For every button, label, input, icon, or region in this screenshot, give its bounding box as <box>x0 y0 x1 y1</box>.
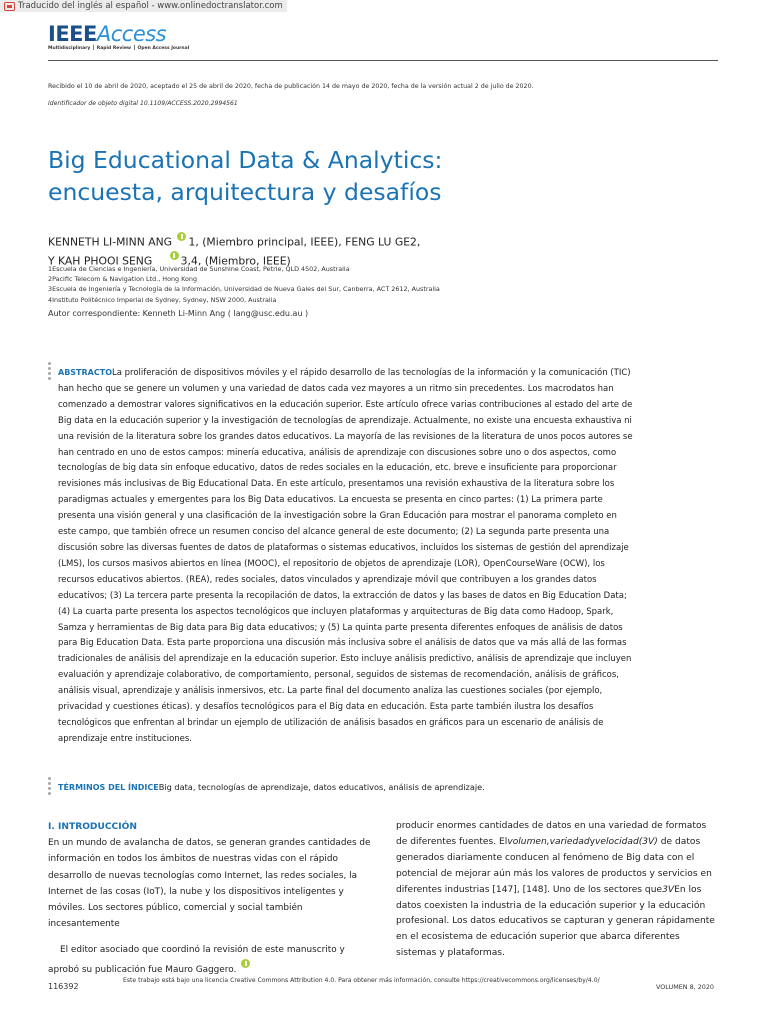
author-1-name: KENNETH LI-MINN ANG <box>48 235 173 249</box>
affiliations <box>48 264 440 305</box>
editor-note-text: El editor asociado que coordinó la revisión de este manuscrito y aprobó su publicación fue Mauro Gaggero. <box>48 945 345 975</box>
page-number: 116392 <box>48 982 79 991</box>
drag-handle-icon <box>48 362 51 382</box>
license-note: Este trabajo está bajo una licencia Creative Commons Attribution 4.0. Para obtener más información, consulte https://creativecommons.org/licenses/by/4.0/ <box>123 977 600 984</box>
index-terms-text: Big data, tecnologías de aprendizaje, datos educativos, análisis de aprendizaje. <box>158 782 485 792</box>
drag-handle-icon <box>48 777 51 797</box>
translator-banner-text: Traducido del inglés al español - www.onlinedoctranslator.com <box>18 1 283 11</box>
index-terms <box>58 782 658 792</box>
affiliation-1: 1Escuela de Ciencias e Ingeniería, Universidad de Sunshine Coast, Petrie, QLD 4502, Australia <box>48 265 350 273</box>
publication-dates: Recibido el 10 de abril de 2020, aceptado el 25 de abril de 2020, fecha de publicación 14 de mayo de 2020, fecha de la versión actual 2 de julio de 2020. <box>48 83 534 90</box>
translator-icon <box>4 2 15 11</box>
intro-emphasis: 3V <box>662 884 675 895</box>
affiliation-2: 2Pacific Telecom & Navigation Ltd., Hong Kong <box>48 275 198 284</box>
orcid-icon[interactable] <box>170 251 179 260</box>
abstract-label: ABSTRACTO <box>58 368 112 377</box>
intro-text: producir enormes cantidades de datos en una variedad de formatos de diferentes fuentes. El <box>396 821 707 847</box>
corresponding-author: Autor correspondiente: Kenneth Li-Minn Ang ( lang@usc.edu.au ) <box>48 309 309 318</box>
affiliation-3: 3Escuela de Ingeniería y Tecnología de la Información, Universidad de Nueva Gales del Sur, Canberra, ACT 2612, Australia <box>48 285 440 294</box>
abstract-text: La proliferación de dispositivos móviles y el rápido desarrollo de las tecnologías de la información y la comunicación (TIC) han hecho que se genere un volumen y una variedad de datos cada vez mayores a un ritmo sin precedentes. Los macrodatos han comenzado a demostrar valores significativos en la educación superior. Este artículo ofrece varias contribuciones al estado del arte de Big data en la educación superior y la investigación de tecnologías de aprendizaje. Actualmente, no existe una encuesta exhaustiva ni una revisión de la literatura sobre los grandes datos educativos. La mayoría de las revisiones de la literatura de unos pocos autores se han centrado en uno de estos campos: minería educativa, análisis de aprendizaje con discusiones sobre uno o dos aspectos, como tecnologías de big data sin enfoque educativo, datos de redes sociales en la educación, etc. breve e insuficiente para proporcionar revisiones más inclusivas de Big Educational Data. En este artículo, presentamos una revisión exhaustiva de la literatura sobre los paradigmas actuales y emergentes para los Big Data educativos. La encuesta se presenta en cinco partes: (1) La primera parte presenta una visión general y una clasificación de la investigación sobre la Gran Educación para mostrar el panorama completo en este campo, que también ofrece un resumen conciso del alcance general de este documento; (2) La segunda parte presenta una discusión sobre las diversas fuentes de datos de plataformas o sistemas educativos, incluidos los sistemas de gestión del aprendizaje (LMS), los cursos masivos abiertos en línea (MOOC), el repositorio de objetos de aprendizaje (LOR), OpenCourseWare (OCW), los recursos educativos abiertos. (REA), redes sociales, datos vinculados y aprendizaje móvil que contribuyen a los grandes datos educativos; (3) La tercera parte presenta la recopilación de datos, la extracción de datos y las bases de datos en Big Education Data; (4) La cuarta parte presenta los aspectos tecnológicos que incluyen plataformas y arquitecturas de Big data como Hadoop, Spark, Samza y herramientas de Big data para Big data educativos; y (5) La quinta parte presenta diferentes enfoques de análisis de datos para Big Education Data. Esta parte proporciona una discusión más inclusiva sobre el análisis de datos que va más allá de las formas tradicionales de análisis del aprendizaje en la educación superior. Esto incluye análisis predictivo, análisis de aprendizaje que incluyen evaluación y aprendizaje colaborativo, de comportamiento, personal, seguidos de sistemas de recomendación, análisis de gráficos, análisis visual, aprendizaje y análisis inmersivos, etc. La parte final del documento analiza las cuestiones sociales (por ejemplo, privacidad y cuestiones éticas). y desafíos tecnológicos para el Big data en educación. Esta parte también ilustra los desafíos tecnológicos que enfrentan al brindar un ejemplo de utilización de análisis basados en gráficos para un escenario de análisis de aprendizaje entre instituciones. <box>58 368 633 744</box>
title-line-2: encuesta, arquitectura y desafíos <box>48 178 442 206</box>
intro-emphasis: variedad <box>549 836 590 847</box>
volume-label: VOLUMEN 8, 2020 <box>656 983 714 991</box>
logo-access: Access <box>96 22 167 46</box>
intro-emphasis: (3V) <box>638 836 658 847</box>
intro-paragraph: En un mundo de avalancha de datos, se generan grandes cantidades de información en todos los ámbitos de nuestras vidas con el rápido desarrollo de nuevas tecnologías como Internet, las redes sociales, la Internet de las cosas (IoT), la nube y los dispositivos inteligentes y móviles. Los sectores público, comercial y social también incesantemente <box>48 838 371 930</box>
logo-ieee: IEEE <box>48 22 97 46</box>
doi: Identificador de objeto digital 10.1109/ACCESS.2020.2994561 <box>48 100 238 107</box>
title-line-1: Big Educational Data & Analytics: <box>48 146 443 174</box>
intro-emphasis: velocidad <box>595 836 639 847</box>
translator-banner[interactable] <box>0 0 287 12</box>
author-3-name: Y KAH PHOOI SENG <box>48 254 153 268</box>
header-divider <box>48 60 718 61</box>
intro-text: y <box>589 836 595 847</box>
abstract <box>58 365 636 748</box>
section-heading: I. INTRODUCCIÓN <box>48 822 137 832</box>
article-title <box>48 144 668 208</box>
logo-tagline: Multidisciplinary ⎪ Rapid Review ⎪ Open Access Journal <box>48 46 190 51</box>
orcid-icon[interactable] <box>241 959 250 968</box>
journal-logo <box>48 22 166 46</box>
orcid-icon[interactable] <box>177 232 186 241</box>
intro-text: de datos generados diariamente conducen al fenómeno de Big data con el potencial de mejorar aún más los valores de productos y servicios en diferentes industrias [147], [148]. Uno de los sectores que <box>396 836 712 895</box>
editor-note <box>48 942 374 977</box>
intro-left-column <box>48 819 374 978</box>
author-3-details: 3,4, (Miembro, IEEE) <box>180 254 291 268</box>
index-terms-label: TÉRMINOS DEL ÍNDICE <box>58 783 159 792</box>
intro-text: En los datos coexisten la industria de la educación superior y la educación profesional. Los datos educativos se capturan y generan rápidamente en el ecosistema de educación superior que abarca diferentes sistemas y plataformas. <box>396 884 715 959</box>
affiliation-4: 4Instituto Politécnico Imperial de Sydney, Sydney, NSW 2000, Australia <box>48 295 277 304</box>
intro-emphasis: volumen, <box>507 836 550 847</box>
author-1-details: 1, (Miembro principal, IEEE), FENG LU GE2, <box>188 235 421 249</box>
intro-right-column <box>396 819 720 962</box>
